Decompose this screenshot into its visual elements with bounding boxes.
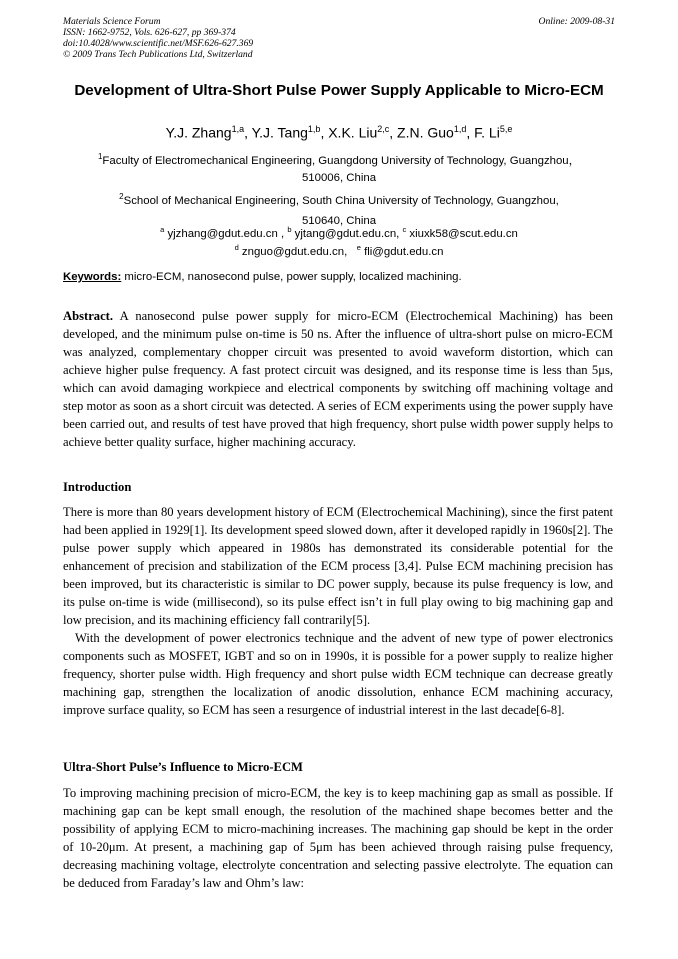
email-link[interactable]: xiuxk58@scut.edu.cn	[409, 227, 518, 240]
author-name: F. Li	[474, 124, 500, 141]
section2-body	[63, 784, 613, 892]
author-sup: 1,a	[231, 124, 245, 134]
affiliation-text: School of Mechanical Engineering, South China University of Technology, Guangzhou,	[123, 194, 559, 207]
affiliation-sup: 2	[119, 192, 124, 201]
affiliation-1	[60, 148, 618, 187]
author-name: Y.J. Tang	[251, 124, 308, 141]
affiliation-city: 510640, China	[301, 214, 377, 227]
author-name: X.K. Liu	[328, 124, 378, 141]
online-date: Online: 2009-08-31	[538, 16, 615, 27]
section-heading-introduction: Introduction	[63, 480, 132, 494]
issn-line: ISSN: 1662-9752, Vols. 626-627, pp 369-374	[63, 27, 236, 38]
email-link[interactable]: fli@gdut.edu.cn	[364, 245, 444, 258]
affiliation-text: Faculty of Electromechanical Engineering, Guangdong University of Technology, Guangzhou，	[102, 154, 581, 167]
abstract-text: A nanosecond pulse power supply for micro-ECM (Electrochemical Machining) has been developed, and the minimum pulse on-time is 50 ns. After the influence of ultra-short pulse on micro-ECM was analyzed, complementary chopper circuit was presented to avoid waveform distortion, which can achieve higher pulse frequency. A fast protect circuit was designed, and its response time is less than 5μs, which can avoid damaging workpiece and electrical components by switching off machining voltage and step motor as soon as a short circuit was detected. A series of ECM experiments using the power supply have been carried out, and results of test have proved that high frequency, short pulse width power supply helps to achieve better quality surface, higher machining accuracy.	[63, 309, 613, 449]
paper-title: Development of Ultra-Short Pulse Power Supply Applicable to Micro-ECM	[74, 82, 604, 99]
keywords-text: micro-ECM, nanosecond pulse, power supply, localized machining.	[124, 271, 462, 283]
section-heading-ultra-short-pulse: Ultra-Short Pulse’s Influence to Micro-ECM	[63, 760, 303, 774]
paragraph: With the development of power electronics technique and the advent of new type of power electronics components such as MOSFET, IGBT and so on in 1990s, it is possible for a power supply to realize higher frequency, shorter pulse width. High frequency and short pulse width ECM technique can decrease greatly machining gap, strengthen the localization of anodic dissolution, enhance ECM machining accuracy, improve surface quality, so ECM has seen a resurgence of industrial interest in the last decade[6-8].	[63, 631, 613, 717]
abstract	[63, 307, 613, 451]
introduction-body	[63, 503, 613, 719]
author-name: Z.N. Guo	[397, 124, 454, 141]
email-sup: d	[234, 242, 239, 252]
affiliation-city: 510006, China	[301, 171, 377, 184]
journal-name: Materials Science Forum	[63, 16, 161, 27]
email-link[interactable]: znguo@gdut.edu.cn	[241, 245, 345, 258]
author-sup: 1,b	[307, 124, 321, 134]
email-link[interactable]: yjzhang@gdut.edu.cn	[167, 227, 278, 240]
author-sup: 2,c	[377, 124, 390, 134]
paragraph: To improving machining precision of micro-ECM, the key is to keep machining gap as small as possible. If machining gap can be kept small enough, the resolution of the machined shape becomes better and the possibility of applying ECM to micro-machining increases. The machining gap should be kept in the order of 10-20μm. At present, a machining gap of 5μm has been achieved through raising pulse frequency, decreasing machining voltage, electrolyte concentration and selecting passive electrolyte. The equation can be deduced from Faraday’s law and Ohm’s law:	[63, 786, 613, 890]
email-sup: a	[160, 225, 165, 234]
author-emails: $^a$ yjzhang@gdut.edu.cn , $^b$ yjtang@gdut.edu.cn, $^c$ xiuxk58@scut.edu.cn $^d$ znguo@gdut.edu.cn, $^e$ fli@gdut.edu.cn	[160, 225, 518, 258]
copyright-line: © 2009 Trans Tech Publications Ltd, Switzerland	[63, 49, 253, 60]
email-sup: e	[356, 242, 361, 252]
author-name: Y.J. Zhang	[165, 124, 232, 141]
abstract-label: Abstract.	[63, 309, 114, 323]
author-list: Y.J. Zhang$^{1,a}$, Y.J. Tang$^{1,b}$, X.K. Liu$^{2,c}$, Z.N. Guo$^{1,d}$, F. Li$^{5,e}$	[165, 124, 513, 141]
keywords-label: Keywords:	[63, 271, 122, 283]
affiliation-sup: 1	[97, 152, 103, 161]
paragraph: There is more than 80 years development history of ECM (Electrochemical Machining), since the first patent had been applied in 1929[1]. Its development speed slowed down, after it developed rapidly in 1960s[2]. The pulse power supply which appeared in 1980s has demonstrated its considerable potential for the enhancement of precision and stabilization of the ECM process [3,4]. Pulse ECM machining precision has been improved, but its characteristic is similar to DC power supply, because its pulse frequency is low, and its pulse on-time is wide (millisecond), so its pulse effect isn’t in full play owing to big machining gap and low precision, and its machining efficiency fall contrarily[5].	[63, 505, 613, 627]
doi-line[interactable]: doi:10.4028/www.scientific.net/MSF.626-627.369	[63, 38, 254, 49]
email-sup: c	[402, 225, 407, 234]
author-sup: 5,e	[499, 124, 513, 134]
author-sup: 1,d	[453, 124, 467, 134]
keywords	[63, 271, 623, 283]
journal-header	[63, 16, 615, 60]
email-sup: b	[287, 225, 292, 234]
email-link[interactable]: yjtang@gdut.edu.cn	[294, 227, 397, 240]
